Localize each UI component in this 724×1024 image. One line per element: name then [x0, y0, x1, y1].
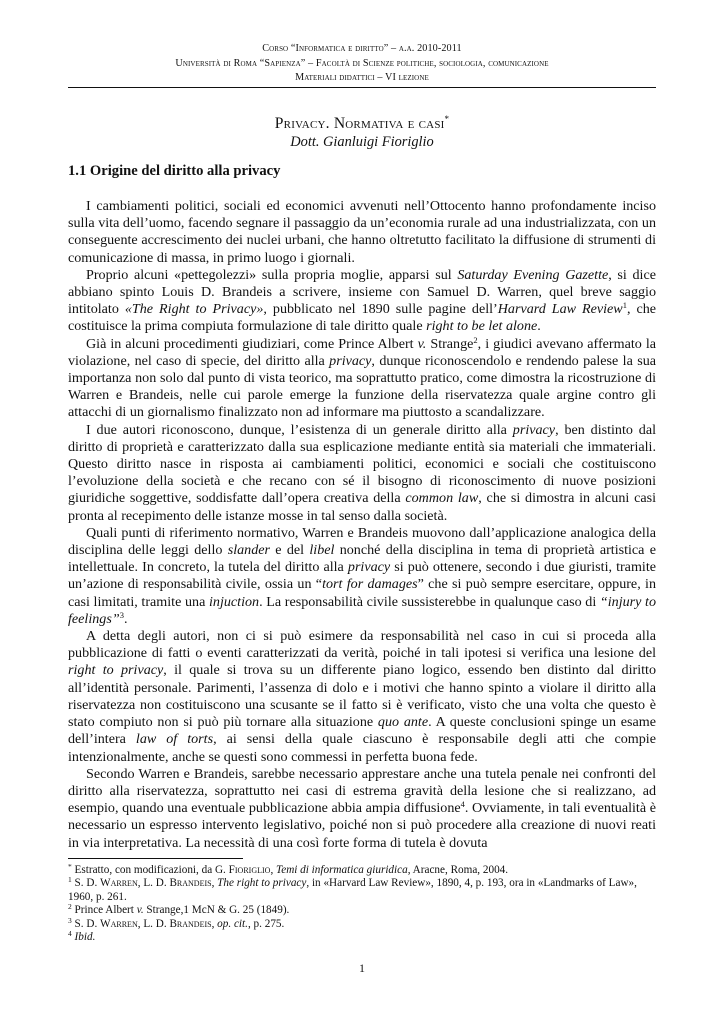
italic-run: op. cit. [217, 917, 248, 930]
header-lesson-line: Materiali didattici – VI lezione [295, 72, 429, 83]
footnote-marker: 1 [68, 875, 72, 885]
text-run: Quali punti di riferimento normativo, Warren e Brandeis muovono dall’applicazione analogica della disciplina delle leggi dello [68, 524, 656, 559]
text-run: , che si dimostra in alcuni casi pronta al recepimento delle istanze mosse in tal senso dalla società. [68, 490, 656, 524]
footnote-marker: 2 [68, 902, 72, 912]
italic-run: right to be let alone [426, 318, 538, 335]
italic-run: law of torts [135, 731, 214, 748]
smallcaps-run: Brandeis [169, 877, 212, 890]
text-run: . La responsabilità civile sussisterebbe in qualunque caso di [259, 593, 600, 610]
course-header [0, 42, 724, 86]
paragraph-4 [68, 422, 656, 525]
document-author: Dott. Gianluigi Fioriglio [290, 134, 434, 150]
text-run: , ben distinto dal diritto di proprietà e caratterizzato dalla sua esplicazione mediante entità sia materiali che immateriali. Questo diritto nasce in risposta ai cambiamenti politici, economici e sociali che costituiscono l’evoluzione della società e che recano con sé il bisogno di riconoscimento di nuove posizioni giuridiche soggettive, soddisfatte dall’opera creativa della [68, 421, 657, 507]
paragraph-6 [68, 628, 656, 766]
paragraph-1: I cambiamenti politici, sociali ed economici avvenuti nell’Ottocento hanno profondamente inciso sulla vita dell’uomo, facendo segnare il passaggio da un’economia rurale ad una industrializzata, con un conseguente accrescimento dei nuclei urbani, che hanno oltretutto facilitato la diffusione di strumenti di comunicazione di massa, in primo luogo i giornali. [68, 198, 656, 266]
page-number: 1 [359, 961, 365, 975]
footnote-ref-1: 1 [622, 300, 627, 311]
text-run: S. D. [71, 877, 101, 890]
paragraph-3 [68, 336, 656, 422]
italic-run: libel [309, 542, 335, 559]
text-run: , in «Harvard Law Review», 1890, 4, p. 193, ora in «Landmarks of Law», 1960, p. 261. [68, 877, 637, 903]
text-run: , Aracne, Roma, 2004. [407, 864, 509, 876]
footnote-ref-4: 4 [460, 799, 465, 810]
italic-run: Ibid. [74, 931, 96, 944]
italic-run: tort for damages [322, 576, 418, 593]
title-footnote-marker: * [444, 114, 450, 124]
text-run: Strange,1 McN & G. 25 (1849). [143, 904, 290, 917]
italic-run: Temi di informatica giuridica [276, 864, 408, 876]
footnote-ref-3: 3 [119, 609, 124, 620]
text-run: . A queste conclusioni spinge un esame dell’intera [68, 714, 656, 748]
italic-run: Harvard Law Review [497, 301, 623, 318]
italic-run: common law [405, 490, 479, 507]
text-run: A detta degli autori, non ci si può esimere da responsabilità nel caso in cui si proceda alla pubblicazione di fatti o eventi caratterizzati da verità, poiché in tali ipotesi si verifica una lesione del [68, 628, 656, 662]
text-run: , [211, 917, 218, 930]
text-run: , ai sensi della quale ciascuno è responsabile degli atti che compie intenzionalmente, anche se questi sono commessi in perfetta buona fede. [68, 731, 656, 765]
text-run: , dunque riconoscendolo e rendendo palese la sua importanza non solo dal punto di vista teorico, ma soprattutto pratico, come dimostra la ricostruzione di Warren e Brandeis, nelle cui parole emerge la funzione della riservatezza quale argine contro gli attacchi di un giornalismo finalizzato non ad informare ma piuttosto a scandalizzare. [68, 352, 656, 421]
text-run: S. D. [71, 917, 101, 930]
footnote-ref-2: 2 [473, 334, 478, 345]
text-run: . [123, 610, 128, 627]
text-run: I due autori riconoscono, dunque, l’esistenza di un generale diritto alla [86, 421, 513, 438]
text-run: Prince Albert [71, 904, 137, 917]
footnote-marker: 3 [68, 915, 72, 925]
text-run: e del [270, 542, 310, 559]
footnotes [68, 864, 656, 944]
italic-run: «The Right to Privacy» [124, 301, 264, 318]
italic-run: privacy [329, 352, 372, 369]
text-run: , il quale si trova su un differente piano logico, essendo ben distinto dal diritto all’identità personale. Parimenti, l’assenza di dolo e i motivi che hanno spinto a violare il diritto alla riservatezza non costituiscono una scusante se il fatto si è verificato, visto che una volta che questo è stato compiuto non si può più tornare alla situazione [68, 662, 656, 731]
header-course-line: Corso “Informatica e diritto” – a.a. 2010-2011 [262, 43, 462, 54]
text-run: Strange [426, 335, 474, 352]
text-run: . [537, 318, 541, 335]
footnote-marker: * [68, 862, 72, 871]
section-heading: 1.1 Origine del diritto alla privacy [68, 163, 281, 179]
footnote-divider [68, 858, 243, 859]
paragraph-5 [68, 525, 656, 628]
text-run: , p. 275. [247, 917, 285, 930]
title-block [0, 110, 724, 151]
footnote-star [68, 864, 656, 877]
italic-run: “injury to feelings” [68, 593, 656, 627]
smallcaps-run: Brandeis [169, 917, 212, 930]
header-university-line: Università di Roma “Sapienza” – Facoltà di Scienze politiche, sociologia, comunicazione [175, 57, 549, 69]
text-run: ” che si può sempre esercitare, oppure, in casi limitati, tramite una [68, 576, 656, 610]
smallcaps-run: Warren [100, 917, 138, 930]
footnote-1 [68, 877, 656, 904]
text-run: Proprio alcuni «pettegolezzi» sulla propria moglie, apparsi sul [86, 266, 458, 283]
italic-run: privacy [512, 421, 556, 438]
header-divider [68, 87, 656, 88]
italic-run: injuction [208, 593, 260, 610]
text-run: , pubblicato nel 1890 sulle pagine dell’ [263, 301, 498, 318]
italic-run: v. [136, 904, 144, 917]
text-run: , [270, 864, 277, 876]
smallcaps-run: Warren [100, 877, 138, 890]
text-run: Estratto, con modificazioni, da G. [71, 864, 229, 876]
text-run: , i giudici avevano affermato la violazione, nel caso di specie, del diritto alla [68, 335, 657, 369]
italic-run: Saturday Evening Gazette [457, 266, 609, 283]
text-run: , [211, 877, 218, 890]
paragraph-2 [68, 267, 656, 336]
italic-run: privacy [347, 559, 391, 576]
text-run: Già in alcuni procedimenti giudiziari, come Prince Albert [86, 335, 418, 352]
document-title-text: Privacy. Normativa e casi [274, 115, 445, 132]
text-run: , L. D. [137, 877, 170, 890]
text-run: , che costituisce la prima compiuta formulazione di tale diritto quale [68, 301, 657, 335]
text-run: nonché della disciplina in tema di proprietà artistica e intellettuale. In concreto, la tutela del diritto alla [68, 542, 656, 576]
document-title [0, 110, 724, 133]
italic-run: The right to privacy [217, 877, 307, 890]
text-run: si può ottenere, secondo i due giuristi, tramite un’azione di responsabilità civile, ossia un “ [68, 559, 656, 593]
text-run: Secondo Warren e Brandeis, sarebbe necessario apprestare anche una tutela penale nei confronti del diritto alla riservatezza, soprattutto nei casi di estrema gravità della lesione che si realizzano, ad esempio, quando una eventuale pubblicazione abbia ampia diffusione [68, 765, 656, 817]
italic-run: slander [227, 542, 270, 559]
italic-run: right to privacy [68, 662, 164, 679]
text-run: , si dice abbiano spinto Louis D. Brandeis a scrivere, insieme con Samuel D. Warren, quel breve saggio intitolato [68, 266, 656, 318]
italic-run: v. [417, 335, 427, 352]
footnote-4 [68, 931, 656, 944]
text-run: . Ovviamente, in tali eventualità è necessario un espresso intervento legislativo, poiché non si può procedere alla creazione di nuovi reati in via interpretativa. La necessità di una così forte forma di tutela è dovuta [68, 800, 656, 851]
italic-run: quo ante [377, 714, 429, 731]
paragraph-7 [68, 766, 656, 852]
body-text [68, 198, 656, 852]
smallcaps-run: Fioriglio [228, 864, 271, 876]
footnote-marker: 4 [68, 929, 72, 939]
footnote-3 [68, 915, 656, 931]
text-run: , L. D. [137, 917, 170, 930]
footnote-2 [68, 904, 656, 917]
